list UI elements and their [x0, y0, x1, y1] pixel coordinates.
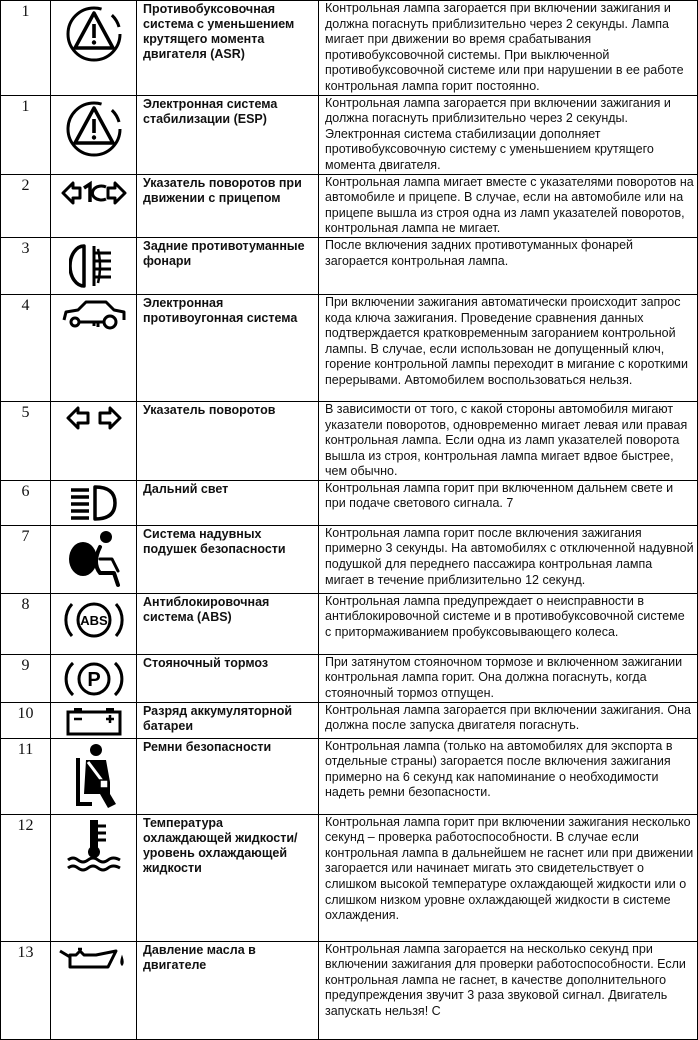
- indicator-description: Контрольная лампа горит при включении зажигания несколько секунд – проверка работоспособности. В случае если контрольная лампа в дальнейшем не гаснет или при движении загорается или начинает мигать это свидетельствует о слишком высокой температуре охлаждающей жидкости или о слишком низком уровне охлаждающей жидкости в системе охлаждения.: [319, 814, 698, 941]
- table-row: [1, 702, 698, 738]
- indicator-name: Ремни безопасности: [137, 738, 319, 814]
- table-row: [1, 174, 698, 237]
- indicator-name: Антиблокировочная система (ABS): [137, 593, 319, 654]
- table-row: [1, 525, 698, 593]
- high-beam-icon: [67, 484, 121, 522]
- table-row: [1, 237, 698, 294]
- table-row: [1, 480, 698, 525]
- oil-pressure-icon: [56, 945, 132, 975]
- indicator-description: Контрольная лампа загорается на несколько секунд при включении зажигания для проверки работоспособности. Если контрольная лампа не гаснет, в качестве дополнительного предупреждения звучит 3 раза звуковой сигнал. Двигатель запускать нельзя! С: [319, 941, 698, 1039]
- row-number: 11: [1, 738, 51, 814]
- row-number: 4: [1, 294, 51, 401]
- indicator-description: Контрольная лампа загорается при включении зажигания и должна погаснуть приблизительно через 2 секунды. Электронная система стабилизации дополняет противобуксовочную систему с уменьшением крутящего момента двигателя.: [319, 95, 698, 174]
- indicator-description: Контрольная лампа мигает вместе с указателями поворотов на автомобиле и прицепе. В случае, если на автомобиле или на прицепе вышла из строя одна из ламп указателей поворотов, контрольная лампа не мигает.: [319, 174, 698, 237]
- row-number: 10: [1, 702, 51, 738]
- trailer-turn-signal-icon: [59, 178, 129, 208]
- row-number: 5: [1, 401, 51, 480]
- table-row: [1, 654, 698, 702]
- battery-icon: [64, 706, 124, 736]
- table-row: [1, 1, 698, 96]
- parking-brake-icon: [63, 658, 125, 700]
- parking-letter: P: [86, 668, 101, 691]
- indicator-name: Противобуксовочная система с уменьшением крутящего момента двигателя (ASR): [137, 1, 319, 96]
- table-row: [1, 95, 698, 174]
- immobilizer-car-key-icon: [58, 298, 130, 332]
- indicator-description: Контрольная лампа (только на автомобилях для экспорта в отдельные страны) загорается после включения зажигания примерно на 6 секунд как напоминание о необходимости надеть ремни безопасности.: [319, 738, 698, 814]
- indicator-name: Электронная система стабилизации (ESP): [137, 95, 319, 174]
- indicator-description: Контрольная лампа горит при включенном дальнем свете и при подаче светового сигнала. 7: [319, 480, 698, 525]
- row-number: 3: [1, 237, 51, 294]
- table-row: [1, 401, 698, 480]
- indicator-name: Электронная противоугонная система: [137, 294, 319, 401]
- indicator-name: Система надувных подушек безопасности: [137, 525, 319, 593]
- table-row: [1, 593, 698, 654]
- indicator-description: Контрольная лампа загорается при включении зажигания и должна погаснуть приблизительно через 2 секунды. Лампа мигает при движении во время срабатывания противобуксовочной системы. При выключенной противобуксовочной системе или при нарушении в ее работе контрольная лампа горит постоянно.: [319, 1, 698, 96]
- indicator-name: Указатель поворотов: [137, 401, 319, 480]
- indicator-description: В зависимости от того, с какой стороны автомобиля мигают указатели поворотов, одновременно мигает левая или правая контрольная лампа. Если одна из ламп указателей поворота вышла из строя, контрольная лампа мигает вдвое быстрее, чем обычно.: [319, 401, 698, 480]
- row-number: 1: [1, 95, 51, 174]
- coolant-temperature-icon: [64, 818, 124, 872]
- row-number: 2: [1, 174, 51, 237]
- row-number: 6: [1, 480, 51, 525]
- indicator-name: Указатель поворотов при движении с прицепом: [137, 174, 319, 237]
- table-row: [1, 814, 698, 941]
- turn-signal-arrows-icon: [64, 405, 124, 431]
- indicator-name: Разряд аккумуляторной батареи: [137, 702, 319, 738]
- row-number: 8: [1, 593, 51, 654]
- table-row: [1, 738, 698, 814]
- esp-warning-triangle-icon: [64, 99, 124, 159]
- indicator-description: Контрольная лампа горит после включения зажигания примерно 3 секунды. На автомобилях с отключенной надувной подушкой для переднего пассажира контрольная лампа мигает в течение приблизительно 12 секунд.: [319, 525, 698, 593]
- indicator-description: После включения задних противотуманных фонарей загорается контрольная лампа.: [319, 237, 698, 294]
- indicator-description: Контрольная лампа загорается при включении зажигания. Она должна после запуска двигателя погаснуть.: [319, 702, 698, 738]
- row-number: 1: [1, 1, 51, 96]
- indicator-name: Давление масла в двигателе: [137, 941, 319, 1039]
- row-number: 7: [1, 525, 51, 593]
- table-row: [1, 294, 698, 401]
- indicator-name: Дальний свет: [137, 480, 319, 525]
- seat-belt-icon: [66, 742, 122, 812]
- row-number: 9: [1, 654, 51, 702]
- table-row: [1, 941, 698, 1039]
- rear-fog-light-icon: [69, 241, 119, 291]
- row-number: 13: [1, 941, 51, 1039]
- airbag-icon: [66, 529, 122, 591]
- row-number: 12: [1, 814, 51, 941]
- abs-label: ABS: [79, 612, 108, 628]
- indicator-description: При затянутом стояночном тормозе и включенном зажигании контрольная лампа горит. Она должна погаснуть, когда стояночный тормоз отпущен.: [319, 654, 698, 702]
- asr-warning-triangle-icon: [64, 4, 124, 64]
- indicator-name: Стояночный тормоз: [137, 654, 319, 702]
- indicator-name: Температура охлаждающей жидкости/уровень охлаждающей жидкости: [137, 814, 319, 941]
- indicator-description: При включении зажигания автоматически происходит запрос кода ключа зажигания. Проведение сравнения данных подтверждается кратковременным загоранием контрольной лампы. В случае, если использован не допущенный ключ, горение контрольной лампы переходит в мигание с короткими перерывами. Автомобилем воспользоваться нельзя.: [319, 294, 698, 401]
- indicator-description: Контрольная лампа предупреждает о неисправности в антиблокировочной системе и в противобуксовочной системе с притормаживанием пробуксовывающего колеса.: [319, 593, 698, 654]
- indicator-name: Задние противотуманные фонари: [137, 237, 319, 294]
- abs-icon: [61, 597, 127, 643]
